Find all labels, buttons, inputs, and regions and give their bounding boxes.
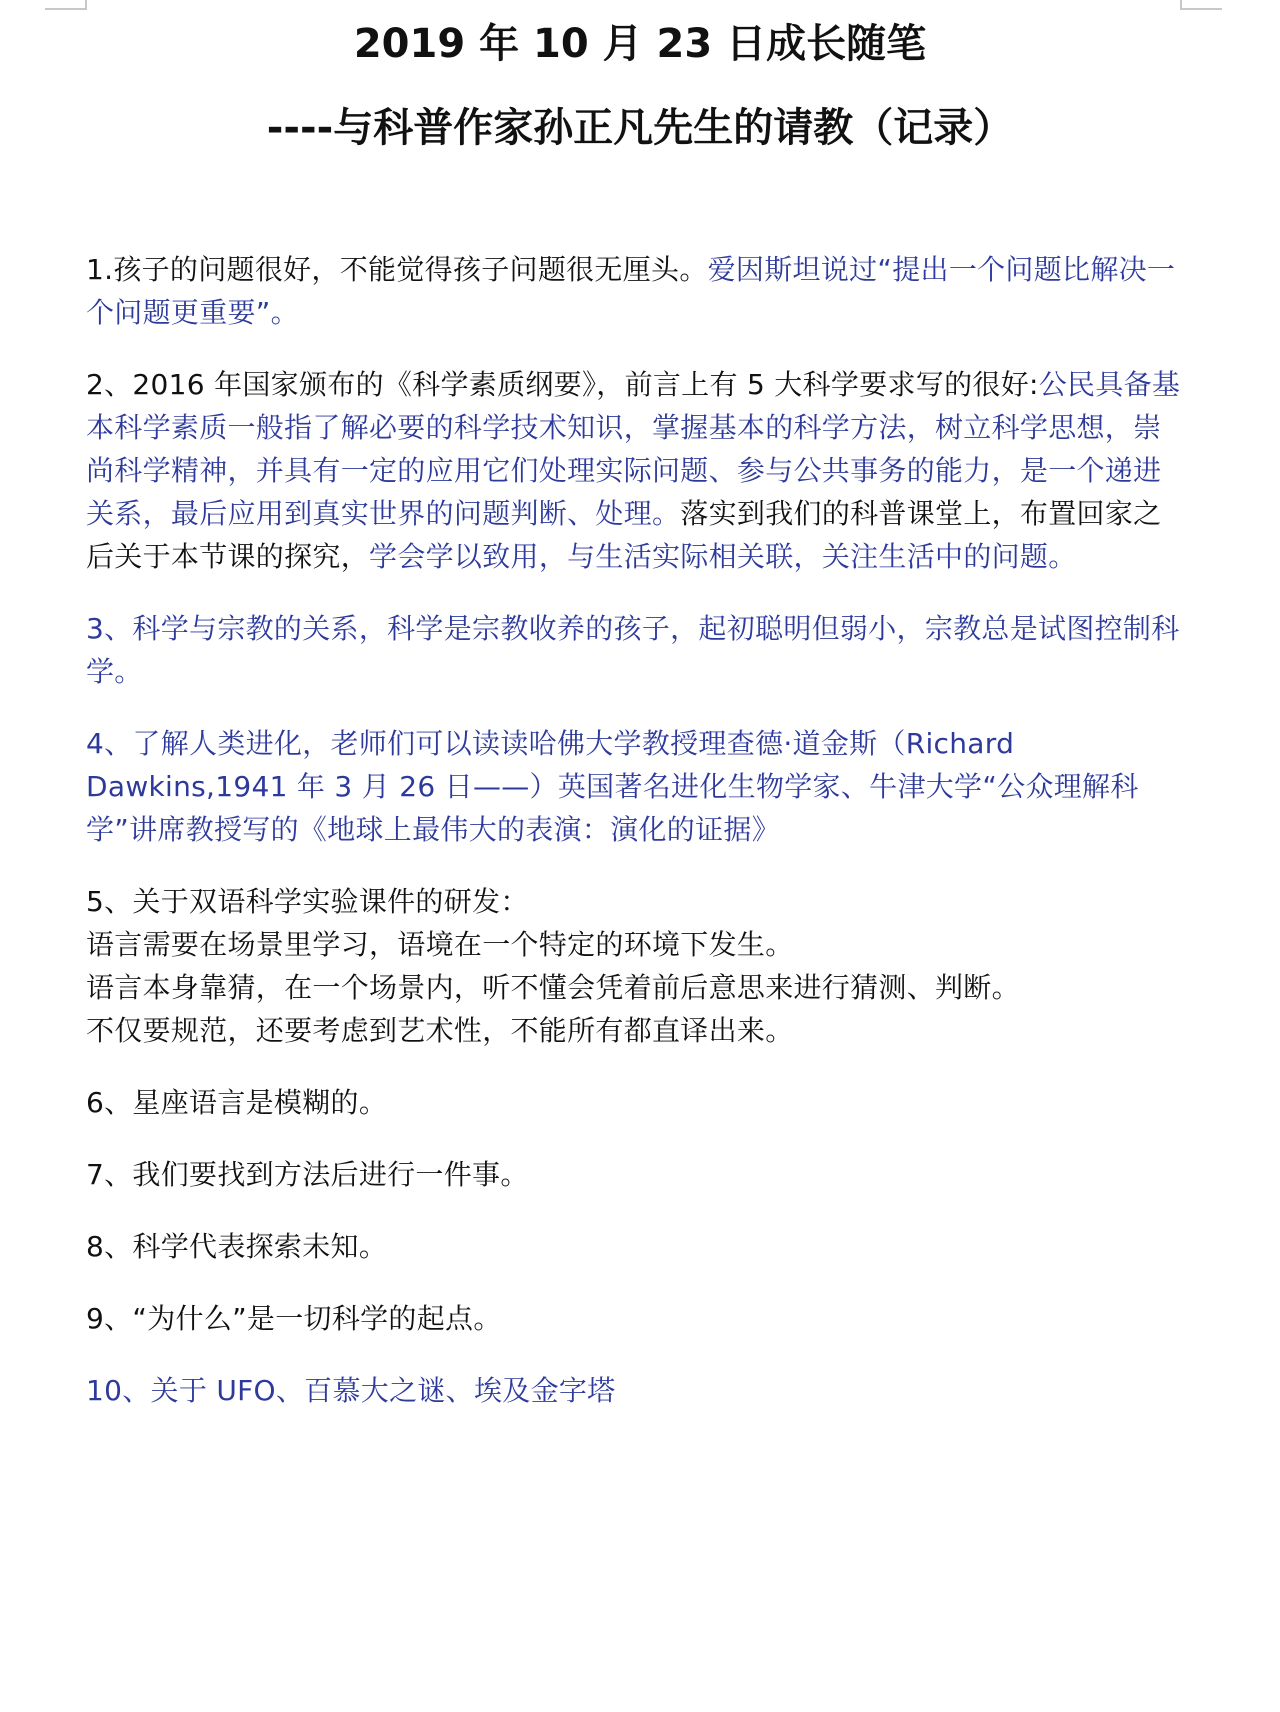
- document-subtitle: ----与科普作家孙正凡先生的请教（记录）: [266, 105, 1014, 151]
- item-1-quote: 爱因斯坦说过“提出一个问题比解决一个问题更重要”。: [86, 253, 1176, 329]
- item-5-line-2: 语言本身靠猜，在一个场景内，听不懂会凭着前后意思来进行猜测、判断。: [86, 971, 1020, 1004]
- item-10: 10、关于 UFO、百慕大之谜、埃及金字塔: [86, 1374, 616, 1407]
- item-2-highlight-a: 公民具备基本科学素质一般指了解必要的科学技术知识，掌握基本的科学方法，树立科学思想，崇尚科学精神，并具有一定的应用它们处理实际问题、参与公共事务的能力，是一个递进关系，最后应用到真实世界的问题判断、处理。: [86, 368, 1181, 530]
- page-corner-mark-right: [1180, 0, 1222, 10]
- item-1-text: 1.孩子的问题很好，不能觉得孩子问题很无厘头。: [86, 253, 708, 286]
- item-8: 8、科学代表探索未知。: [86, 1230, 388, 1263]
- document-body: [86, 248, 1186, 1412]
- item-5-line-3: 不仅要规范，还要考虑到艺术性，不能所有都直译出来。: [86, 1014, 794, 1047]
- item-5: [86, 880, 1186, 1052]
- item-6: 6、星座语言是模糊的。: [86, 1086, 388, 1119]
- item-9: 9、“为什么”是一切科学的起点。: [86, 1302, 502, 1335]
- item-5-heading: 5、关于双语科学实验课件的研发：: [86, 885, 529, 918]
- item-3-text: 3、科学与宗教的关系，科学是宗教收养的孩子，起初聪明但弱小，宗教总是试图控制科学。: [86, 612, 1180, 688]
- item-1: [86, 248, 1186, 334]
- item-2-text-b: 落实到我们的科普课堂上，布置回家之后关于本节课的探究，: [86, 497, 1162, 573]
- item-2-text-a: 2、2016 年国家颁布的《科学素质纲要》，前言上有 5 大科学要求写的很好:: [86, 368, 1039, 401]
- item-4: [86, 722, 1186, 851]
- item-3: [86, 607, 1186, 693]
- item-2: [86, 363, 1186, 578]
- item-2-highlight-b: 学会学以致用，与生活实际相关联，关注生活中的问题。: [369, 540, 1077, 573]
- document-title: 2019 年 10 月 23 日成长随笔: [353, 21, 927, 67]
- item-4-text: 4、了解人类进化，老师们可以读读哈佛大学教授理查德·道金斯（Richard Dawkins,1941 年 3 月 26 日——）英国著名进化生物学家、牛津大学“公众理解科学”讲席教授写的《地球上最伟大的表演：演化的证据》: [86, 727, 1139, 846]
- item-7: 7、我们要找到方法后进行一件事。: [86, 1158, 529, 1191]
- item-5-line-1: 语言需要在场景里学习，语境在一个特定的环境下发生。: [86, 928, 794, 961]
- page-corner-mark-left: [45, 0, 87, 10]
